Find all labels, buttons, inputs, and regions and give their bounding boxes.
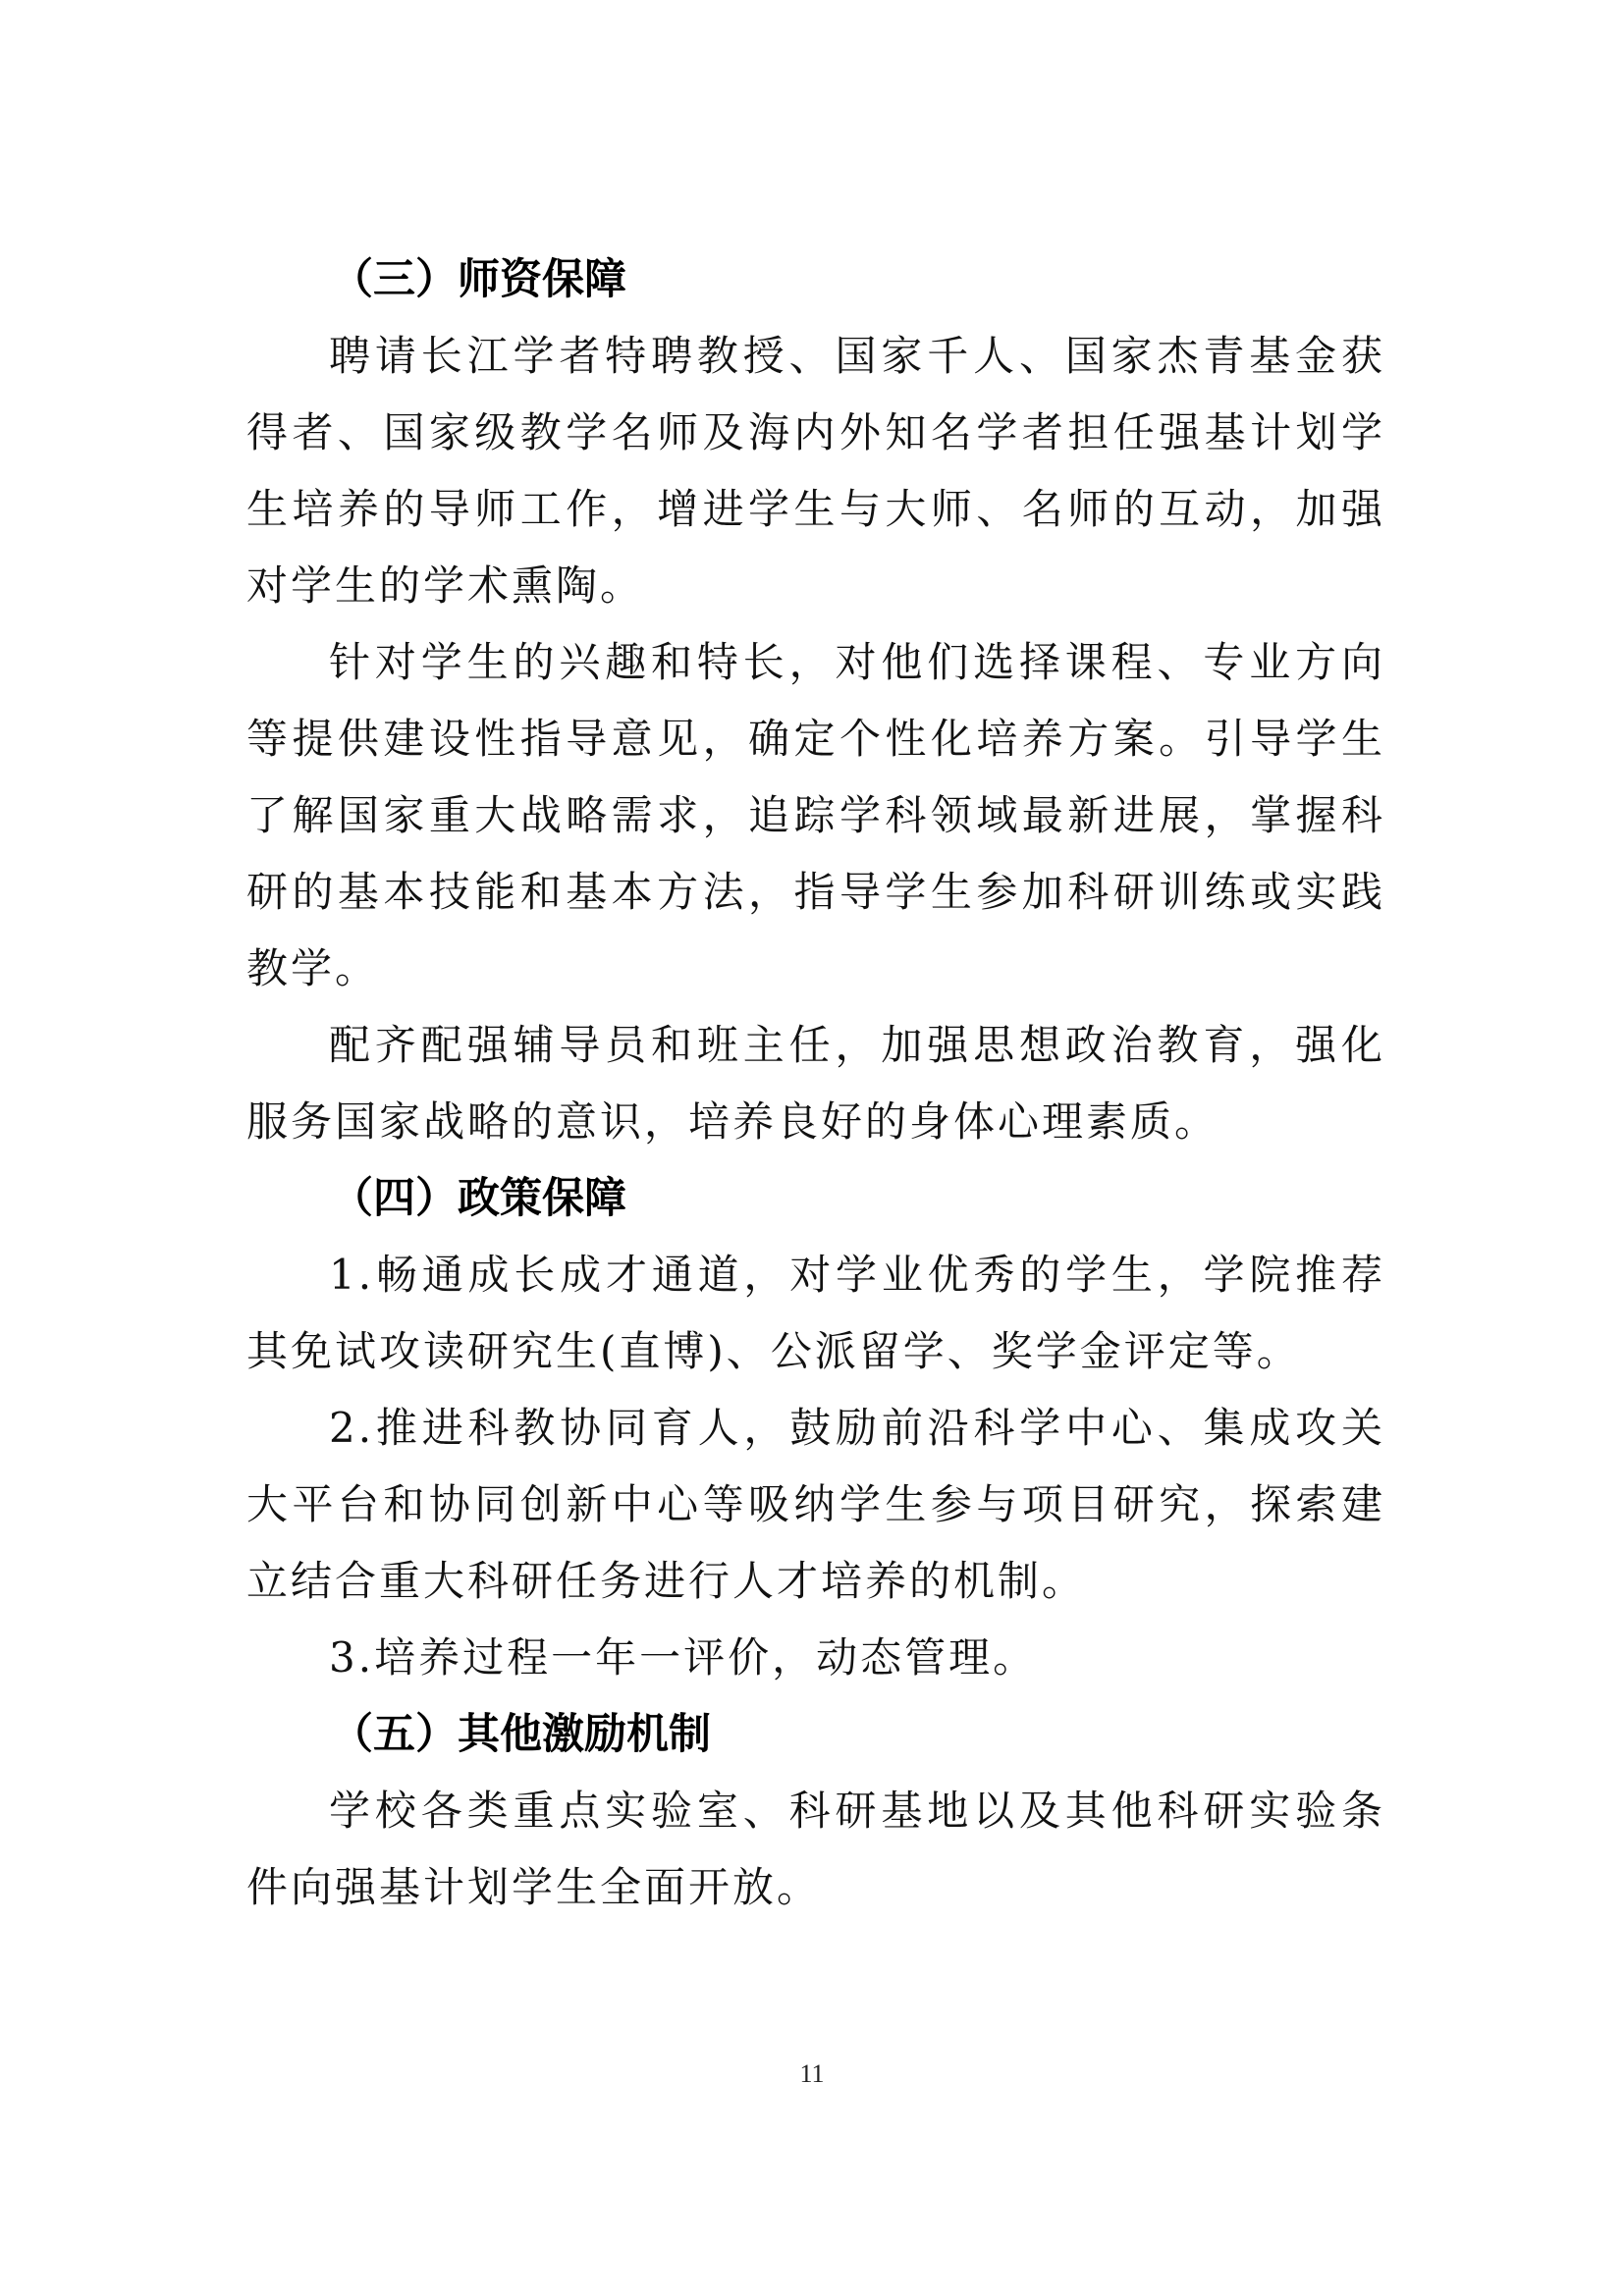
paragraph: 聘请长江学者特聘教授、国家千人、国家杰青基金获得者、国家级教学名师及海内外知名学者担任强基计划学生培养的导师工作，增进学生与大师、名师的互动，加强对学生的学术熏陶。 — [246, 332, 1385, 610]
section-heading-teachers: （三）师资保障 — [331, 255, 626, 304]
paragraph: 针对学生的兴趣和特长，对他们选择课程、专业方向等提供建设性指导意见，确定个性化培养方案。引导学生了解国家重大战略需求，追踪学科领域最新进展，掌握科研的基本技能和基本方法，指导学生参加科研训练或实践教学。 — [246, 638, 1385, 992]
paragraph: 1.畅通成长成才通道，对学业优秀的学生，学院推荐其免试攻读研究生(直博)、公派留学、奖学金评定等。 — [246, 1251, 1385, 1375]
paragraph: 3.培养过程一年一评价，动态管理。 — [329, 1633, 1038, 1682]
page-body — [246, 241, 1385, 1926]
paragraph: 2.推进科教协同育人，鼓励前沿科学中心、集成攻关大平台和协同创新中心等吸纳学生参与项目研究，探索建立结合重大科研任务进行人才培养的机制。 — [246, 1404, 1385, 1605]
section-heading-incentives: （五）其他激励机制 — [331, 1710, 711, 1759]
section-heading-policy: （四）政策保障 — [331, 1174, 626, 1223]
paragraph: 学校各类重点实验室、科研基地以及其他科研实验条件向强基计划学生全面开放。 — [246, 1787, 1385, 1911]
page-number: 11 — [799, 2059, 825, 2088]
paragraph: 配齐配强辅导员和班主任，加强思想政治教育，强化服务国家战略的意识，培养良好的身体心理素质。 — [246, 1021, 1385, 1146]
